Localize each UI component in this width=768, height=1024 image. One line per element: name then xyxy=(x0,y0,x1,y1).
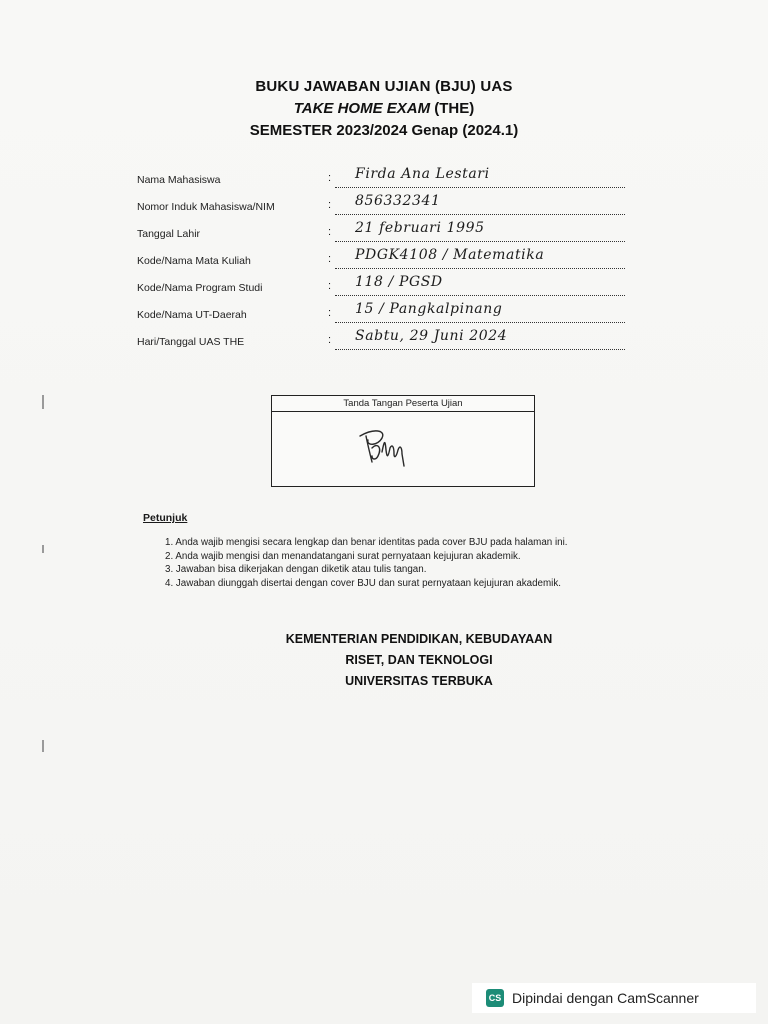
doc-title: BUKU JAWABAN UJIAN (BJU) UAS xyxy=(255,78,513,95)
field-label: Nama Mahasiswa xyxy=(137,174,221,186)
field-colon: : xyxy=(328,280,332,292)
signature-box-title: Tanda Tangan Peserta Ujian xyxy=(272,396,534,412)
field-label: Tanggal Lahir xyxy=(137,228,201,240)
field-row-program-studi xyxy=(137,276,637,298)
camscanner-logo-icon: CS xyxy=(486,989,504,1007)
field-value: 856332341 xyxy=(355,193,441,209)
field-colon: : xyxy=(328,199,332,211)
field-label: Kode/Nama UT-Daerah xyxy=(137,309,247,321)
field-colon: : xyxy=(328,172,332,184)
dotted-line xyxy=(335,349,625,350)
field-value: 15 / Pangkalpinang xyxy=(355,301,503,317)
dotted-line xyxy=(335,322,625,323)
doc-subtitle-rest: (THE) xyxy=(430,100,475,117)
field-row-nama xyxy=(137,168,637,190)
field-value: Firda Ana Lestari xyxy=(355,166,490,182)
scan-mark xyxy=(42,395,44,409)
field-label: Nomor Induk Mahasiswa/NIM xyxy=(137,201,275,213)
field-row-nim xyxy=(137,195,637,217)
instruction-item: 3. Jawaban bisa dikerjakan dengan diketik atau tulis tangan. xyxy=(165,564,427,575)
field-label: Hari/Tanggal UAS THE xyxy=(137,336,245,348)
field-colon: : xyxy=(328,226,332,238)
dotted-line xyxy=(335,241,625,242)
instruction-item: 2. Anda wajib mengisi dan menandatangani surat pernyataan kejujuran akademik. xyxy=(165,550,521,562)
instructions-title: Petunjuk xyxy=(143,512,188,524)
field-row-hari-tanggal xyxy=(137,330,637,352)
scan-mark xyxy=(42,545,44,553)
field-colon: : xyxy=(328,307,332,319)
doc-semester: SEMESTER 2023/2024 Genap (2024.1) xyxy=(249,122,519,139)
instructions-list xyxy=(165,537,567,591)
field-label: Kode/Nama Program Studi xyxy=(137,282,263,294)
doc-subtitle xyxy=(0,100,768,117)
handwritten-signature xyxy=(352,424,452,469)
ministry-line-2: RISET, DAN TEKNOLOGI xyxy=(345,653,493,667)
field-row-mata-kuliah xyxy=(137,249,637,271)
field-value: 118 / PGSD xyxy=(355,274,443,290)
dotted-line xyxy=(335,268,625,269)
camscanner-text: Dipindai dengan CamScanner xyxy=(512,990,699,1006)
dotted-line xyxy=(335,295,625,296)
instruction-item: 4. Jawaban diunggah disertai dengan cover BJU dan surat pernyataan kejujuran akademik. xyxy=(165,577,561,589)
signature-box xyxy=(271,395,535,487)
field-value: 21 februari 1995 xyxy=(355,220,485,236)
field-value: Sabtu, 29 Juni 2024 xyxy=(355,328,508,344)
field-label: Kode/Nama Mata Kuliah xyxy=(137,255,251,267)
field-value: PDGK4108 / Matematika xyxy=(355,247,545,263)
field-row-tanggal-lahir xyxy=(137,222,637,244)
field-colon: : xyxy=(328,253,332,265)
scan-margin-marks xyxy=(42,395,48,775)
field-colon: : xyxy=(328,334,332,346)
doc-subtitle-italic: TAKE HOME EXAM xyxy=(293,100,431,117)
instruction-item: 1. Anda wajib mengisi secara lengkap dan benar identitas pada cover BJU pada halaman ini. xyxy=(165,537,568,548)
dotted-line xyxy=(335,214,625,215)
university-name: UNIVERSITAS TERBUKA xyxy=(345,674,493,688)
dotted-line xyxy=(335,187,625,188)
scan-mark xyxy=(42,740,44,752)
camscanner-watermark xyxy=(472,983,756,1013)
ministry-line-1: KEMENTERIAN PENDIDIKAN, KEBUDAYAAN xyxy=(285,632,553,646)
field-row-ut-daerah xyxy=(137,303,637,325)
